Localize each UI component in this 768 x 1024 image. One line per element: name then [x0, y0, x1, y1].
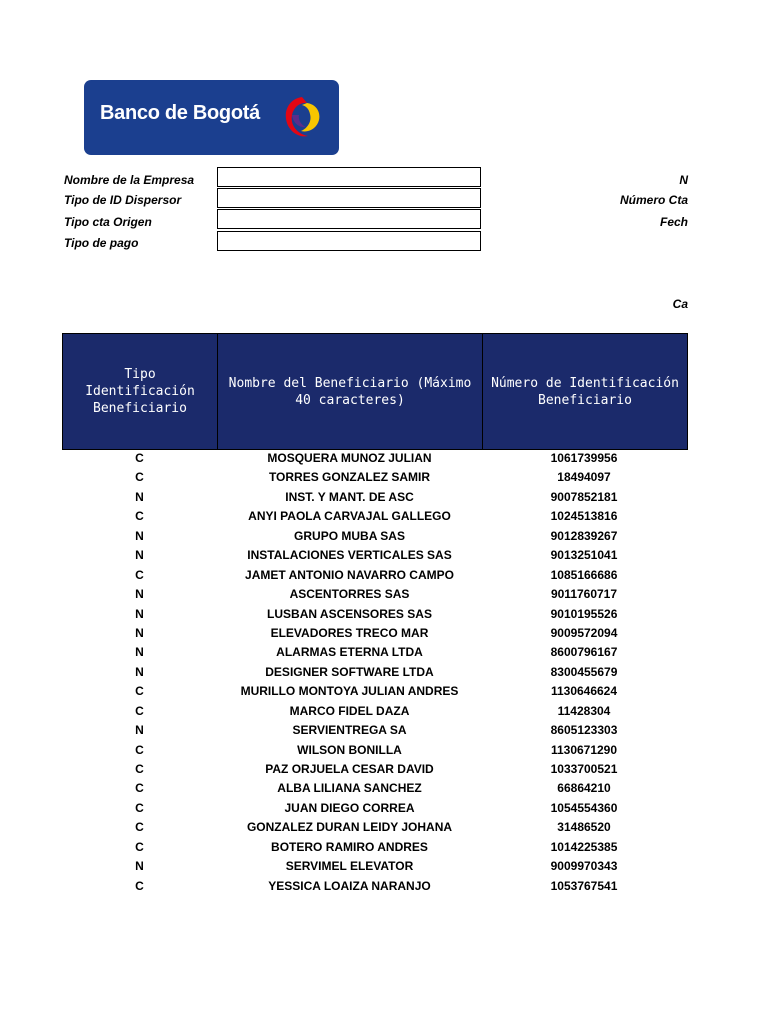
cell-tipo: C	[135, 839, 144, 854]
cell-numero: 1053767541	[550, 878, 618, 893]
cell-numero: 31486520	[557, 820, 611, 835]
table-row	[62, 839, 688, 858]
right-label-fecha: Fech	[659, 215, 688, 229]
tipo-cta-origen-input[interactable]	[217, 209, 481, 229]
cell-tipo: N	[135, 859, 144, 874]
cell-numero: 9010195526	[550, 606, 618, 621]
cell-nombre: GRUPO MUBA SAS	[294, 528, 405, 543]
cell-nombre: MOSQUERA MUNOZ JULIAN	[267, 451, 432, 465]
cell-tipo: C	[135, 800, 144, 815]
cell-numero: 1085166686	[550, 567, 618, 582]
cell-numero: 1061739956	[550, 451, 618, 465]
cell-nombre: INST. Y MANT. DE ASC	[285, 489, 414, 504]
cell-numero: 1054554360	[550, 800, 618, 815]
bank-logo-text: Banco de Bogotá	[100, 102, 260, 124]
table-row	[62, 489, 688, 508]
cell-numero: 11428304	[557, 703, 611, 718]
cell-nombre: YESSICA LOAIZA NARANJO	[268, 878, 431, 893]
empresa-input[interactable]	[217, 167, 481, 187]
cell-nombre: TORRES GONZALEZ SAMIR	[268, 470, 431, 485]
cell-numero: 1014225385	[550, 839, 618, 854]
bank-logo-mark-icon	[277, 93, 327, 143]
tipo-id-dispersor-label: Tipo de ID Dispersor	[64, 193, 182, 207]
table-row	[62, 742, 688, 761]
header-nombre-beneficiario: Nombre del Beneficiario (Máximo 40 caracteres)	[218, 334, 483, 449]
table-row	[62, 469, 688, 488]
cell-tipo: C	[135, 509, 144, 524]
cell-nombre: SERVIENTREGA SA	[292, 723, 407, 738]
cell-nombre: JUAN DIEGO CORREA	[284, 800, 415, 815]
cell-numero: 8600796167	[550, 645, 618, 660]
table-row	[62, 508, 688, 527]
table-row	[62, 800, 688, 819]
table-row	[62, 761, 688, 780]
cell-nombre: ALARMAS ETERNA LTDA	[276, 645, 423, 660]
cell-numero: 9011760717	[550, 587, 618, 602]
cell-nombre: DESIGNER SOFTWARE LTDA	[265, 664, 434, 679]
cell-tipo: N	[135, 625, 144, 640]
cell-numero: 1024513816	[550, 509, 618, 524]
header-numero-identificacion: Número de Identificación Beneficiario	[491, 375, 679, 408]
cell-nombre: PAZ ORJUELA CESAR DAVID	[265, 762, 434, 776]
tipo-id-dispersor-input[interactable]	[217, 188, 481, 208]
table-row	[62, 683, 688, 702]
tipo-cta-origen-label: Tipo cta Origen	[64, 215, 152, 229]
cell-nombre: JAMET ANTONIO NAVARRO CAMPO	[245, 567, 454, 582]
cell-numero: 8300455679	[550, 664, 618, 679]
cell-tipo: N	[135, 723, 144, 738]
cell-nombre: BOTERO RAMIRO ANDRES	[271, 839, 428, 854]
cell-nombre: ALBA LILIANA SANCHEZ	[277, 781, 422, 796]
cell-numero: 18494097	[557, 470, 611, 485]
cell-numero: 9012839267	[550, 528, 618, 543]
cell-tipo: C	[135, 703, 144, 718]
table-row	[62, 586, 688, 605]
cell-numero: 9013251041	[550, 548, 618, 563]
table-row	[62, 819, 688, 838]
cell-tipo: C	[135, 451, 144, 465]
tipo-pago-label: Tipo de pago	[64, 236, 139, 250]
empresa-label: Nombre de la Empresa	[64, 173, 195, 187]
cell-nombre: MARCO FIDEL DAZA	[289, 703, 410, 718]
cell-tipo: C	[135, 762, 144, 776]
table-row	[62, 780, 688, 799]
cell-tipo: C	[135, 684, 144, 699]
cell-numero: 9009970343	[550, 859, 618, 874]
cell-tipo: N	[135, 489, 144, 504]
right-label-ca: Ca	[672, 297, 688, 311]
cell-numero: 1033700521	[550, 762, 618, 776]
cell-numero: 9007852181	[550, 489, 618, 504]
header-tipo-identificacion: Tipo Identificación Beneficiario	[63, 334, 218, 449]
cell-numero: 9009572094	[550, 625, 618, 640]
cell-numero: 1130671290	[550, 742, 618, 757]
cell-nombre: SERVIMEL ELEVATOR	[285, 859, 414, 874]
table-row	[62, 858, 688, 877]
cell-nombre: LUSBAN ASCENSORES SAS	[267, 606, 432, 621]
tipo-pago-input[interactable]	[217, 231, 481, 251]
table-row	[62, 625, 688, 644]
cell-nombre: ASCENTORRES SAS	[289, 587, 410, 602]
table-row	[62, 878, 688, 897]
cell-numero: 1130646624	[550, 684, 618, 699]
cell-tipo: N	[135, 528, 144, 543]
cell-nombre: GONZALEZ DURAN LEIDY JOHANA	[246, 820, 453, 835]
table-header	[62, 333, 688, 450]
table-row	[62, 664, 688, 683]
right-label-numero-cta: Número Cta	[619, 193, 688, 207]
cell-tipo: C	[135, 781, 144, 796]
cell-nombre: ELEVADORES TRECO MAR	[270, 625, 429, 640]
cell-numero: 66864210	[557, 781, 611, 796]
cell-tipo: N	[135, 664, 144, 679]
cell-tipo: N	[135, 606, 144, 621]
table-row	[62, 606, 688, 625]
cell-nombre: MURILLO MONTOYA JULIAN ANDRES	[240, 684, 459, 699]
cell-nombre: ANYI PAOLA CARVAJAL GALLEGO	[248, 509, 451, 524]
table-row	[62, 703, 688, 722]
cell-tipo: C	[135, 470, 144, 485]
cell-tipo: C	[135, 742, 144, 757]
cell-nombre: WILSON BONILLA	[297, 742, 402, 757]
table-row	[62, 528, 688, 547]
table-row	[62, 567, 688, 586]
table-body	[62, 450, 688, 897]
cell-tipo: N	[135, 587, 144, 602]
cell-tipo: C	[135, 567, 144, 582]
cell-tipo: N	[135, 548, 144, 563]
table-row	[62, 722, 688, 741]
bank-logo	[84, 80, 339, 155]
cell-tipo: C	[135, 820, 144, 835]
table-row	[62, 450, 688, 469]
table-row	[62, 644, 688, 663]
right-label-n: N	[679, 173, 688, 187]
cell-numero: 8605123303	[550, 723, 618, 738]
table-row	[62, 547, 688, 566]
cell-tipo: N	[135, 645, 144, 660]
cell-tipo: C	[135, 878, 144, 893]
cell-nombre: INSTALACIONES VERTICALES SAS	[247, 548, 452, 563]
